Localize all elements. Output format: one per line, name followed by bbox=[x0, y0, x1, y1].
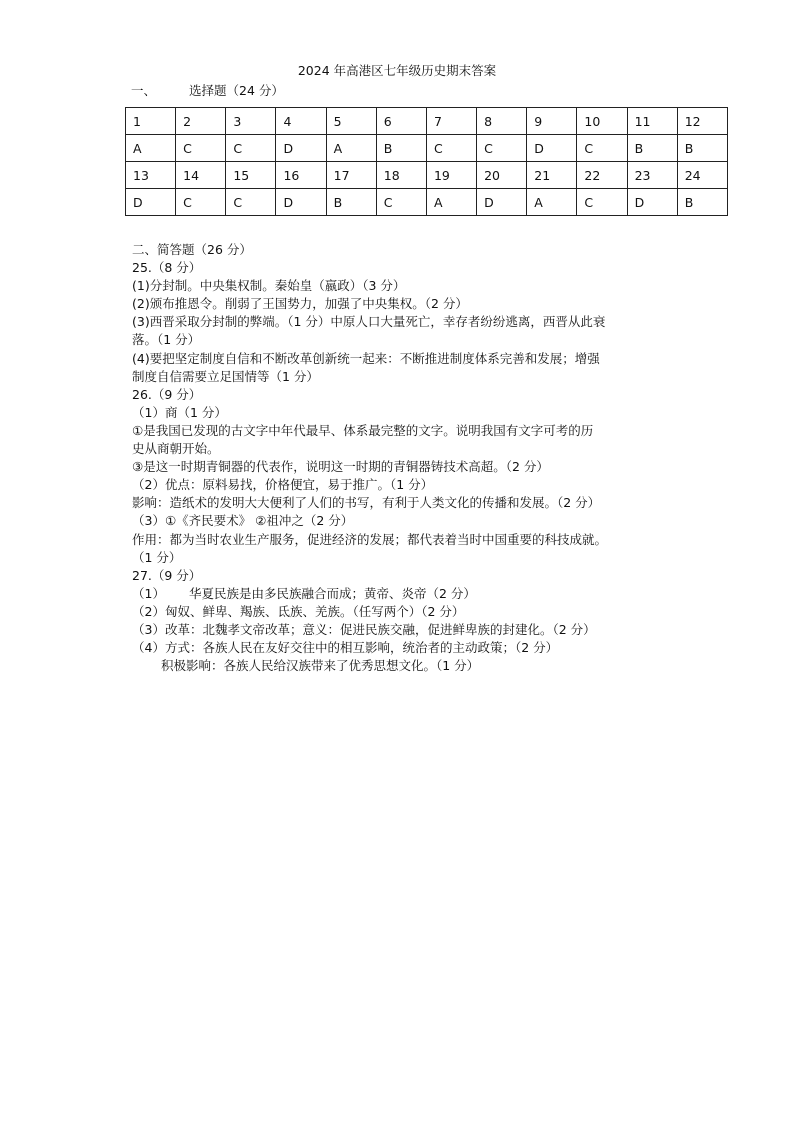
question-number-cell: 23 bbox=[627, 162, 677, 189]
answer-key-cell: D bbox=[627, 189, 677, 216]
answer-key-row bbox=[126, 189, 728, 216]
question-number-cell: 7 bbox=[426, 108, 476, 135]
question-number-cell: 8 bbox=[477, 108, 527, 135]
answer-key-cell: B bbox=[326, 189, 376, 216]
short-answer-section bbox=[132, 241, 672, 675]
answer-key-cell: A bbox=[126, 135, 176, 162]
question-number-cell: 12 bbox=[677, 108, 727, 135]
question-number-cell: 6 bbox=[376, 108, 426, 135]
q26-answer-3-effect-line-2: （1 分） bbox=[132, 549, 182, 565]
answer-key-cell: A bbox=[426, 189, 476, 216]
question-number-cell: 16 bbox=[276, 162, 326, 189]
question-number-cell: 5 bbox=[326, 108, 376, 135]
answer-key-cell: C bbox=[426, 135, 476, 162]
answer-key-cell: D bbox=[126, 189, 176, 216]
q26-heading: 26.（9 分） bbox=[132, 386, 202, 402]
q25-heading: 25.（8 分） bbox=[132, 260, 202, 276]
q27-answer-2: （2）匈奴、鲜卑、羯族、氐族、羌族。（任写两个）（2 分） bbox=[132, 603, 465, 619]
q27-heading: 27.（9 分） bbox=[132, 567, 202, 583]
q27-answer-1-text: 华夏民族是由多民族融合而成；黄帝、炎帝（2 分） bbox=[188, 585, 476, 601]
question-number-cell: 9 bbox=[527, 108, 577, 135]
q26-answer-3-effect-line-1: 作用：都为当时农业生产服务，促进经济的发展；都代表着当时中国重要的科技成就。 bbox=[132, 531, 608, 547]
answer-key-cell: C bbox=[577, 135, 627, 162]
question-number-cell: 19 bbox=[426, 162, 476, 189]
answer-key-row bbox=[126, 135, 728, 162]
answer-table bbox=[125, 107, 728, 216]
q25-answer-4-line-2: 制度自信需要立足国情等（1 分） bbox=[132, 368, 319, 384]
question-number-cell: 24 bbox=[677, 162, 727, 189]
question-number-cell: 20 bbox=[477, 162, 527, 189]
q27-answer-1-number: （1） bbox=[132, 585, 165, 601]
q27-answer-4-effect: 积极影响：各族人民给汉族带来了优秀思想文化。（1 分） bbox=[161, 658, 480, 674]
q26-answer-1-point-1-line-2: 史从商朝开始。 bbox=[132, 441, 220, 457]
answer-key-cell: B bbox=[627, 135, 677, 162]
answer-key-cell: C bbox=[176, 189, 226, 216]
q27-answer-3: （3）改革：北魏孝文帝改革；意义：促进民族交融，促进鲜卑族的封建化。（2 分） bbox=[132, 621, 596, 637]
section-one-number: 一、 bbox=[131, 83, 157, 98]
answer-key-cell: C bbox=[376, 189, 426, 216]
answer-key-cell: C bbox=[577, 189, 627, 216]
question-number-cell: 17 bbox=[326, 162, 376, 189]
answer-key-cell: A bbox=[527, 189, 577, 216]
question-number-cell: 2 bbox=[176, 108, 226, 135]
q27-answer-1 bbox=[132, 585, 672, 603]
answer-key-cell: B bbox=[376, 135, 426, 162]
section-one-title: 选择题（24 分） bbox=[189, 83, 284, 98]
q25-answer-1: (1)分封制。中央集权制。秦始皇（嬴政）（3 分） bbox=[132, 278, 406, 294]
question-number-cell: 11 bbox=[627, 108, 677, 135]
q25-answer-2: (2)颁布推恩令。削弱了王国势力，加强了中央集权。（2 分） bbox=[132, 296, 468, 312]
q26-answer-2-effect: 影响：造纸术的发明大大便利了人们的书写，有利于人类文化的传播和发展。（2 分） bbox=[132, 495, 601, 511]
q26-answer-2: （2）优点：原料易找，价格便宜，易于推广。（1 分） bbox=[132, 477, 434, 493]
q26-answer-1: （1）商（1 分） bbox=[132, 404, 227, 420]
q25-answer-3-line-2: 落。（1 分） bbox=[132, 332, 201, 348]
question-number-cell: 3 bbox=[226, 108, 276, 135]
section-two-heading: 二、简答题（26 分） bbox=[132, 242, 252, 257]
q26-answer-3: （3）①《齐民要术》 ②祖冲之（2 分） bbox=[132, 513, 354, 529]
answer-key-cell: C bbox=[176, 135, 226, 162]
question-number-cell: 1 bbox=[126, 108, 176, 135]
question-number-cell: 10 bbox=[577, 108, 627, 135]
answer-key-cell: B bbox=[677, 135, 727, 162]
answer-key-cell: B bbox=[677, 189, 727, 216]
answer-key-cell: A bbox=[326, 135, 376, 162]
question-number-row bbox=[126, 162, 728, 189]
answer-key-cell: D bbox=[276, 189, 326, 216]
q26-answer-1-point-1-line-1: ①是我国已发现的古文字中年代最早、体系最完整的文字。说明我国有文字可考的历 bbox=[132, 422, 594, 438]
question-number-cell: 22 bbox=[577, 162, 627, 189]
q27-answer-4: （4）方式：各族人民在友好交往中的相互影响，统治者的主动政策；（2 分） bbox=[132, 640, 559, 656]
q25-answer-3-line-1: (3)西晋采取分封制的弊端。（1 分）中原人口大量死亡，幸存者纷纷逃离，西晋从此衰 bbox=[132, 314, 606, 330]
question-number-row bbox=[126, 108, 728, 135]
question-number-cell: 18 bbox=[376, 162, 426, 189]
section-one-heading bbox=[131, 82, 284, 100]
answer-key-cell: D bbox=[477, 189, 527, 216]
answer-key-cell: C bbox=[226, 189, 276, 216]
document-title: 2024 年高港区七年级历史期末答案 bbox=[297, 63, 497, 78]
answer-key-cell: C bbox=[477, 135, 527, 162]
question-number-cell: 21 bbox=[527, 162, 577, 189]
answer-key-cell: D bbox=[276, 135, 326, 162]
question-number-cell: 4 bbox=[276, 108, 326, 135]
question-number-cell: 15 bbox=[226, 162, 276, 189]
answer-key-cell: D bbox=[527, 135, 577, 162]
answer-key-cell: C bbox=[226, 135, 276, 162]
question-number-cell: 13 bbox=[126, 162, 176, 189]
question-number-cell: 14 bbox=[176, 162, 226, 189]
q26-answer-1-point-3: ③是这一时期青铜器的代表作，说明这一时期的青铜器铸技术高超。（2 分） bbox=[132, 459, 549, 475]
q25-answer-4-line-1: (4)要把坚定制度自信和不断改革创新统一起来：不断推进制度体系完善和发展；增强 bbox=[132, 350, 600, 366]
